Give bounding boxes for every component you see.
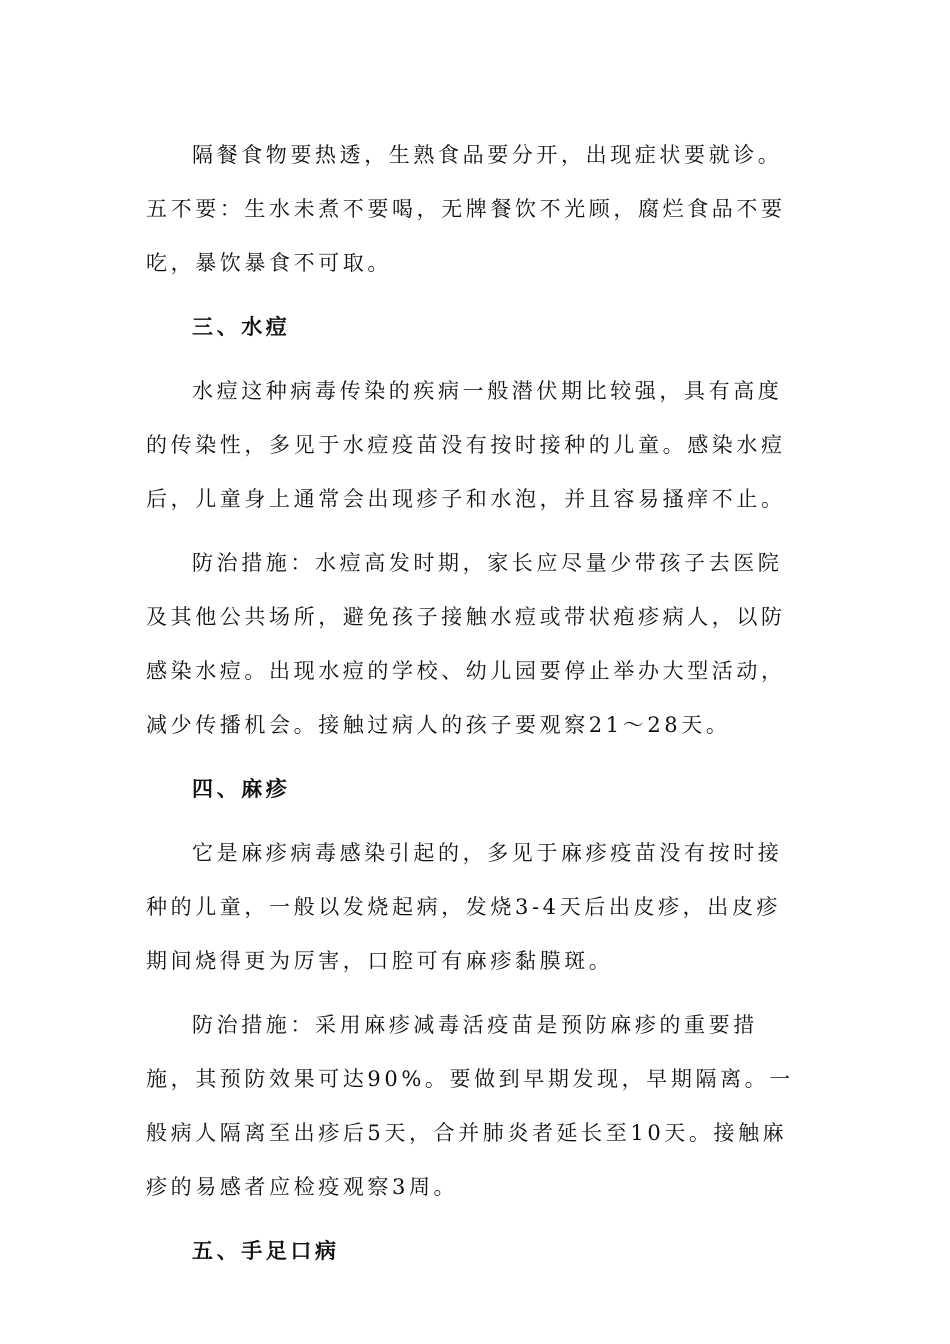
heading-measles: 四、麻疹 bbox=[192, 776, 291, 801]
paragraph-chickenpox-prevention: 防治措施：水痘高发时期，家长应尽量少带孩子去医院及其他公共场所，避免孩子接触水痘或带状疱疹病人，以防感染水痘。出现水痘的学校、幼儿园要停止举办大型活动，减少传播机会。接触过病人的孩子要观察21～28天。 bbox=[146, 551, 786, 737]
document-body bbox=[146, 128, 802, 1288]
paragraph-food-safety: 隔餐食物要热透，生熟食品要分开，出现症状要就诊。五不要：生水未煮不要喝，无牌餐饮不光顾，腐烂食品不要吃，暴饮暴食不可取。 bbox=[146, 143, 786, 275]
heading-hand-foot-mouth: 五、手足口病 bbox=[192, 1238, 340, 1263]
paragraph-measles-intro: 它是麻疹病毒感染引起的，多见于麻疹疫苗没有按时接种的儿童，一般以发烧起病，发烧3-4天后出皮疹，出皮疹期间烧得更为厉害，口腔可有麻疹黏膜斑。 bbox=[146, 841, 783, 973]
paragraph-chickenpox-intro: 水痘这种病毒传染的疾病一般潜伏期比较强，具有高度的传染性，多见于水痘疫苗没有按时接种的儿童。感染水痘后，儿童身上通常会出现疹子和水泡，并且容易搔痒不止。 bbox=[146, 379, 786, 511]
heading-chickenpox: 三、水痘 bbox=[192, 314, 291, 339]
paragraph-measles-prevention: 防治措施：采用麻疹减毒活疫苗是预防麻疹的重要措施，其预防效果可达90%。要做到早期发现，早期隔离。一般病人隔离至出疹后5天，合并肺炎者延长至10天。接触麻疹的易感者应检疫观察3周。 bbox=[146, 1013, 794, 1199]
